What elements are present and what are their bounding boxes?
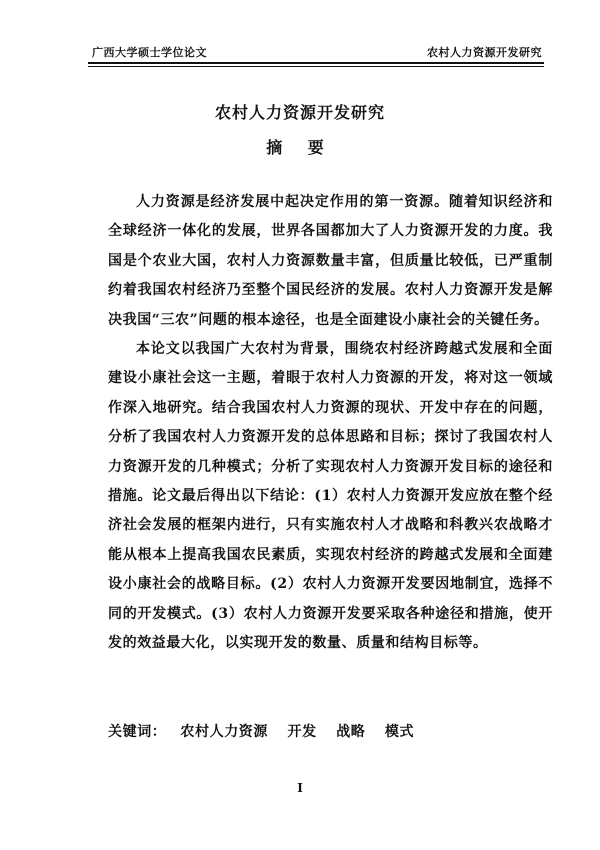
abstract-body	[108, 188, 553, 659]
abstract-heading: 摘 要	[266, 138, 334, 157]
abstract-paragraph-2: 本论文以我国广大农村为背景，围绕农村经济跨越式发展和全面建设小康社会这一主题，着眼于农村人力资源的开发，将对这一领域作深入地研究。结合我国农村人力资源的现状、开发中存在的问题，分析了我国农村人力资源开发的总体思路和目标；探讨了我国农村人力资源开发的几种模式；分析了实现农村人力资源开发目标的途径和措施。论文最后得出以下结论：(1）农村人力资源开发应放在整个经济社会发展的框架内进行，只有实施农村人才战略和科教兴农战略才能从根本上提高我国农民素质，实现农村经济的跨越式发展和全面建设小康社会的战略目标。(2）农村人力资源开发要因地制宜，选择不同的开发模式。(3）农村人力资源开发要采取各种途径和措施，使开发的效益最大化，以实现开发的数量、质量和结构目标等。	[108, 341, 553, 652]
keyword-item: 农村人力资源	[180, 724, 269, 740]
running-header-left: 广西大学硕士学位论文	[92, 46, 207, 59]
keyword-item: 开发	[287, 724, 317, 740]
keyword-item: 战略	[336, 724, 366, 740]
header-rule-thin	[88, 66, 544, 67]
page-number: I	[297, 781, 303, 795]
keywords-line	[108, 721, 414, 741]
keywords-label: 关键词：	[108, 724, 167, 740]
abstract-paragraph-1: 人力资源是经济发展中起决定作用的第一资源。随着知识经济和全球经济一体化的发展，世界各国都加大了人力资源开发的力度。我国是个农业大国，农村人力资源数量丰富，但质量比较低，已严重制约着我国农村经济乃至整个国民经济的发展。农村人力资源开发是解决我国“三农”问题的根本途径，也是全面建设小康社会的关键任务。	[108, 194, 553, 328]
thesis-title: 农村人力资源开发研究	[214, 103, 385, 122]
header-rule	[88, 62, 544, 64]
running-header-right: 农村人力资源开发研究	[427, 46, 542, 59]
keyword-item: 模式	[384, 724, 415, 740]
